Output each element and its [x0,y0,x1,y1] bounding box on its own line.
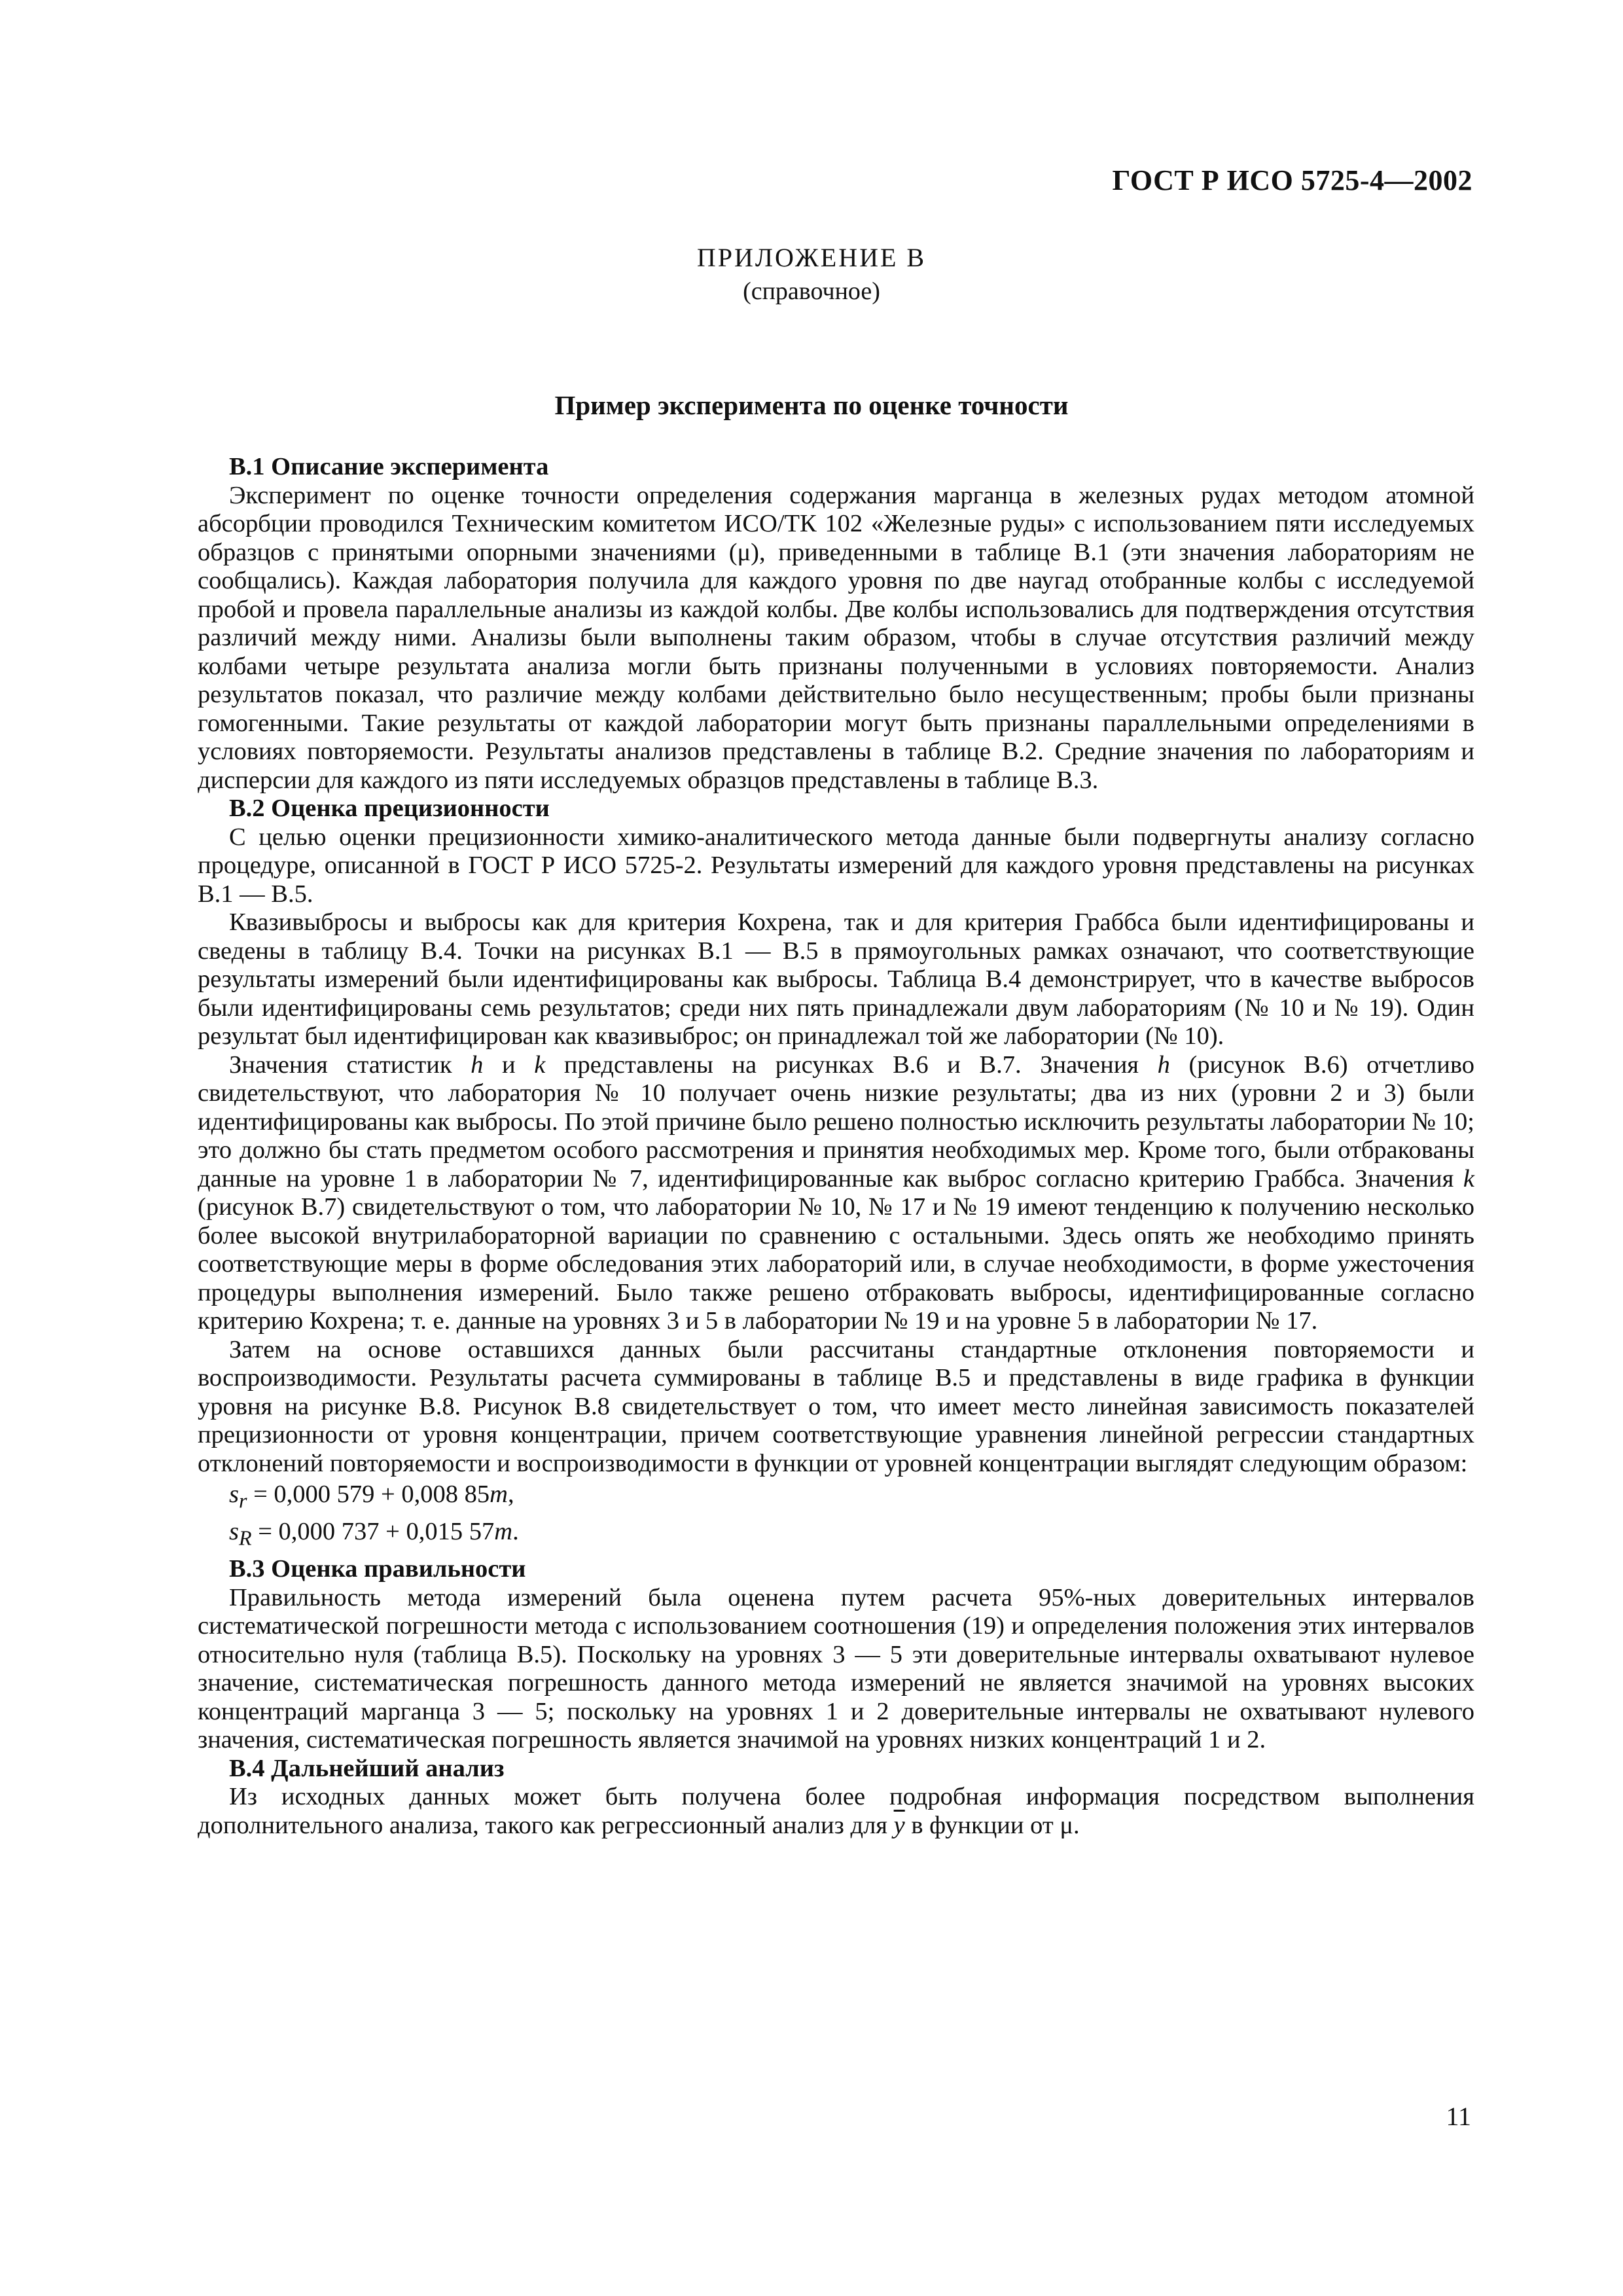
symbol-k: k [534,1050,546,1079]
section-heading-b3: В.3 Оценка правильности [229,1555,526,1583]
text-run: (рисунок В.7) свидетельствуют о том, что лаборатории № 10, № 17 и № 19 имеют тенденцию к получению несколько более высокой внутрилабораторной вариации по сравнению с остальными. Здесь опять же необходимо принять соответствующие меры в форме обследования этих лабораторий или, в случае необходимости, в форме ужесточения процедуры выполнения измерений. Было также решено отбраковать выбросы, идентифицированные согласно критерию Кохрена; т. е. данные на уровнях 3 и 5 в лаборатории № 19 и на уровне 5 в лаборатории № 17. [198,1193,1474,1335]
subscript-r: r [238,1488,247,1513]
symbol-s: s [229,1480,239,1508]
formula-punct: , [507,1480,514,1508]
text-run: в функции от μ. [904,1811,1080,1839]
section-heading-b4: В.4 Дальнейший анализ [229,1754,505,1782]
symbol-m: m [494,1518,513,1546]
symbol-h: h [1157,1050,1170,1079]
text-run: (рисунок В.6) отчетливо свидетельствуют, что лаборатория № 10 получает очень низкие результаты; два из них (уровни 2 и 3) были идентифицированы как выбросы. По этой причине было решено полностью исключить результаты лаборатории № 10; это должно бы стать предметом особого рассмотрения и принятия необходимых мер. Кроме того, были отбракованы данные на уровне 1 в лаборатории № 7, идентифицированные как выброс согласно критерию Граббса. Значения [198,1050,1474,1193]
text-run: и [483,1050,535,1079]
section-heading-b2: В.2 Оценка прецизионности [229,795,550,822]
paragraph-b1-1: Эксперимент по оценке точности определения содержания марганца в железных рудах методом атомной абсорбции проводился Техническим комитетом ИСО/ТК 102 «Железные руды» с использованием пяти исследуемых образцов с принятыми опорными значениями (μ), приведенными в таблице В.1 (эти значения лабораториям не сообщались). Каждая лаборатория получила для каждого уровня по две наугад отобранные колбы с исследуемой пробой и провела параллельные анализы из каждой колбы. Две колбы использовались для подтверждения отсутствия различий между ними. Анализы были выполнены таким образом, чтобы в случае отсутствия различий между колбами четыре результата анализа могли быть признаны полученными в условиях повторяемости. Анализ результатов показал, что различие между колбами действительно было несущественным; пробы были признаны гомогенными. Такие результаты от каждой лаборатории могут быть признаны параллельными определениями в условиях повторяемости. Результаты анализов представлены в таблице В.2. Средние значения по лабораториям и дисперсии для каждого из пяти исследуемых образцов представлены в таблице В.3. [198,481,1474,794]
text-run: представлены на рисунках В.6 и В.7. Значения [545,1050,1158,1079]
appendix-heading [0,241,1623,308]
formula-text: = 0,000 579 + 0,008 85 [247,1480,490,1508]
formula-sr [229,1480,1474,1515]
formula-sR [229,1518,1474,1552]
paragraph-b2-3 [198,1051,1474,1336]
subscript-R: R [238,1526,252,1550]
appendix-title: ПРИЛОЖЕНИЕ В [696,243,927,272]
text-run: Значения статистик [229,1050,471,1079]
appendix-subtitle: (справочное) [743,278,880,305]
section-heading-b1: В.1 Описание эксперимента [229,453,549,480]
symbol-h: h [471,1050,484,1079]
document-code: ГОСТ Р ИСО 5725-4—2002 [1112,164,1472,196]
document-body [198,453,1474,1840]
page-number: 11 [1446,2102,1471,2131]
symbol-m: m [490,1480,508,1508]
symbol-k: k [1463,1164,1474,1193]
formula-text: = 0,000 737 + 0,015 57 [251,1518,495,1546]
paragraph-b2-1: С целью оценки прецизионности химико-аналитического метода данные были подвергнуты анализу согласно процедуре, описанной в ГОСТ Р ИСО 5725-2. Результаты измерений для каждого уровня представлены на рисунках В.1 — В.5. [198,823,1474,908]
paragraph-b2-4: Затем на основе оставшихся данных были рассчитаны стандартные отклонения повторяемости и воспроизводимости. Результаты расчета суммированы в таблице В.5 и представлены в виде графика в функции уровня на рисунке В.8. Рисунок В.8 свидетельствует о том, что имеет место линейная зависимость показателей прецизионности от уровня концентрации, причем соответствующие уравнения линейной регрессии стандартных отклонений повторяемости и воспроизводимости в функции от уровней концентрации выглядят следующим образом: [198,1335,1474,1477]
symbol-y-double-bar: $\overline{y}$ [893,1811,905,1839]
paragraph-b2-2: Квазивыбросы и выбросы как для критерия Кохрена, так и для критерия Граббса были идентифицированы и сведены в таблицу В.4. Точки на рисунках В.1 — В.5 в прямоугольных рамках означают, что соответствующие результаты измерений были идентифицированы как выбросы. Таблица В.4 демонстрирует, что в качестве выбросов были идентифицированы семь результатов; среди них пять принадлежали двум лабораториям (№ 10 и № 19). Один результат был идентифицирован как квазивыброс; он принадлежал той же лаборатории (№ 10). [198,908,1474,1050]
page-title: Пример эксперимента по оценке точности [554,390,1069,420]
text-run: Из исходных данных может быть получена более подробная информация посредством выполнения дополнительного анализа, такого как регрессионный анализ для [198,1783,1474,1839]
paragraph-b3-1: Правильность метода измерений была оценена путем расчета 95%-ных доверительных интервалов систематической погрешности метода с использованием соотношения (19) и определения положения этих интервалов относительно нуля (таблица В.5). Поскольку на уровнях 3 — 5 эти доверительные интервалы охватывают нулевое значение, систематическая погрешность данного метода измерений не является значимой на уровнях высоких концентраций марганца 3 — 5; поскольку на уровнях 1 и 2 доверительные интервалы не охватывают нулевого значения, систематическая погрешность является значимой на уровнях низких концентраций 1 и 2. [198,1583,1474,1754]
formula-punct: . [512,1518,519,1546]
paragraph-b4-1 [198,1783,1474,1840]
symbol-s: s [229,1518,239,1546]
